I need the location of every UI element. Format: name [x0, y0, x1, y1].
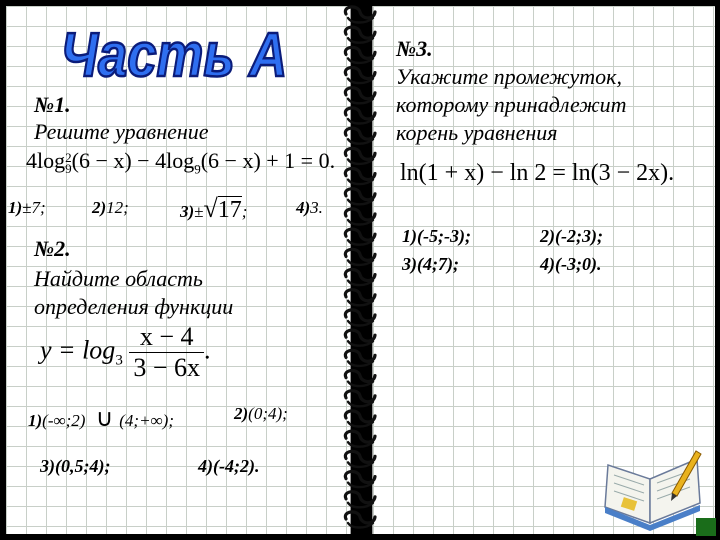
page-title	[55, 12, 295, 92]
spiral-coil	[345, 108, 375, 124]
task2-function: $y = \log_3$ $\frac{x - 4}{3 - 6x}$ .	[40, 322, 211, 382]
task3-answer-3: 3)(4;7);	[402, 254, 459, 274]
spiral-coil	[345, 88, 375, 104]
spiral-coil	[345, 148, 375, 164]
spiral-coil	[345, 472, 375, 488]
task1-answer-2: 2)12;	[92, 198, 129, 217]
task3-equation: ln(1 + x) − ln 2 = ln(3 − 2x).	[400, 160, 675, 186]
spiral-coil	[345, 249, 375, 265]
title-text: Часть А	[60, 21, 288, 91]
spiral-coil	[345, 169, 375, 185]
spiral-coil	[345, 68, 375, 84]
task2-answer-4: 4)(-4;2).	[198, 456, 260, 476]
task1-equation: 4log 2 9 $(6 - x) - 4\log_9(6 - x) + 1 = 0$.	[26, 148, 336, 177]
spiral-coil	[345, 47, 375, 63]
task2-number: №2.	[34, 236, 71, 261]
spiral-coil	[345, 7, 375, 23]
task3-prompt-line3: корень уравнения	[396, 120, 558, 145]
task2-prompt-line2: определения функции	[34, 294, 234, 319]
task1-answer-4: 4)3.	[296, 198, 323, 217]
task1-prompt: Решите уравнение	[34, 119, 209, 144]
task2-prompt-line1: Найдите область	[34, 266, 203, 291]
task3-answer-2: 2)(-2;3);	[540, 226, 603, 246]
spiral-binding	[340, 0, 380, 540]
spiral-coil	[345, 27, 375, 43]
corner-marker	[696, 518, 716, 536]
spiral-coil	[345, 290, 375, 306]
task1-answer-3: 3)±√17;	[180, 194, 248, 223]
spiral-coil	[345, 189, 375, 205]
spiral-coil	[345, 128, 375, 144]
spiral-coil	[345, 512, 375, 528]
spiral-coil	[345, 411, 375, 427]
task3-number: №3.	[396, 36, 433, 61]
spiral-coil	[345, 229, 375, 245]
spiral-coil	[345, 330, 375, 346]
task3-prompt-line2: которому принадлежит	[396, 92, 627, 117]
spiral-coil	[345, 391, 375, 407]
task1-answer-1: 1)±7;	[8, 198, 46, 217]
open-book-icon	[600, 445, 705, 535]
spiral-coil	[345, 310, 375, 326]
task3-answer-1: 1)(-5;-3);	[402, 226, 471, 246]
spiral-coil	[345, 431, 375, 447]
spiral-coil	[345, 209, 375, 225]
spiral-coil	[345, 451, 375, 467]
task3-prompt-line1: Укажите промежуток,	[396, 64, 622, 89]
task2-answer-1: 1)(-∞;2) ∪ (4;+∞);	[28, 406, 175, 432]
task2-answer-3: 3)(0,5;4);	[40, 456, 111, 476]
task2-answer-2: 2)(0;4);	[234, 404, 288, 423]
task3-answer-4: 4)(-3;0).	[540, 254, 602, 274]
spiral-coil	[345, 371, 375, 387]
spiral-coil	[345, 492, 375, 508]
spiral-coil	[345, 350, 375, 366]
spiral-coil	[345, 270, 375, 286]
task1-number: №1.	[34, 92, 71, 117]
